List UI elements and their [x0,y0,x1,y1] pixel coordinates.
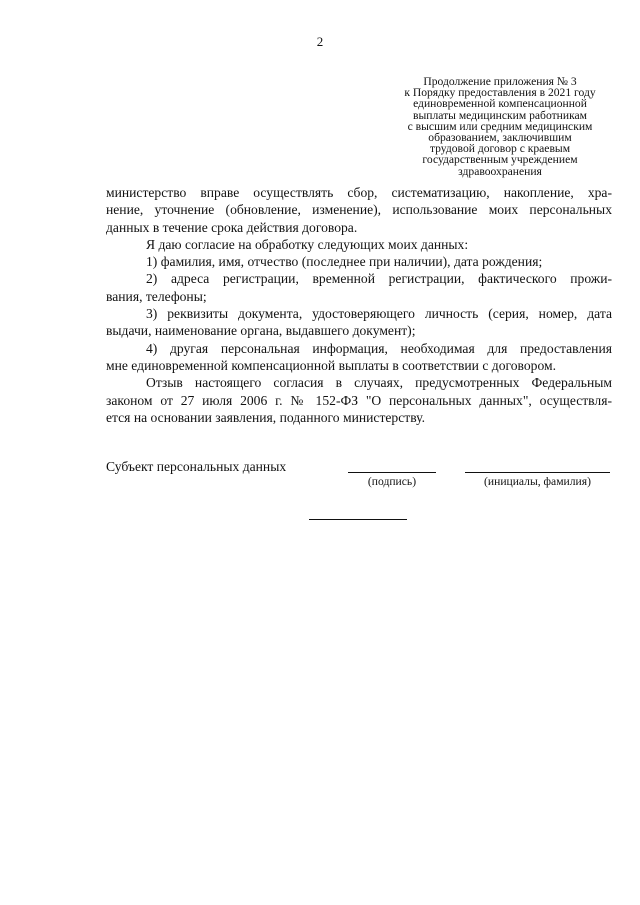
body-line: 2) адреса регистрации, временной регистрации, фактического прожи- [146,271,612,287]
appendix-header-line: трудовой договор с краевым [429,142,571,156]
appendix-header-line: Продолжение приложения № 3 [423,75,577,88]
body-line: мне единовременной компенсационной выплаты в соответствии с договором. [106,357,556,373]
body-line: ется на основании заявления, поданного министерству. [106,409,425,425]
body-line: 3) реквизиты документа, удостоверяющего личность (серия, номер, дата [146,306,612,322]
signature-line [348,472,436,473]
appendix-header-line: единовременной компенсационной [413,97,587,111]
appendix-header-line: образованием, заключившим [428,131,572,145]
appendix-header-line: с высшим или средним медицинским [407,119,593,133]
appendix-header-line: выплаты медицинским работникам [412,108,588,122]
body-line: нение, уточнение (обновление, изменение), использование моих персональных [106,202,612,218]
body-line: Отзыв настоящего согласия в случаях, предусмотренных Федеральным [146,375,612,391]
name-line [465,472,610,473]
appendix-header-line: к Порядку предоставления в 2021 году [404,86,596,100]
consent-body [106,184,612,426]
body-line: министерство вправе осуществлять сбор, систематизацию, накопление, хра- [106,185,612,200]
body-line: данных в течение срока действия договора. [106,219,358,235]
signature-subject-label: Субъект персональных данных [106,459,287,474]
body-line: вания, телефоны; [106,288,207,304]
appendix-header-line: здравоохранения [458,164,542,178]
closing-divider [309,519,407,520]
body-line: законом от 27 июля 2006 г. № 152-ФЗ "О персональных данных", осуществля- [106,392,612,408]
name-caption: (инициалы, фамилия) [484,475,591,488]
signature-caption: (подпись) [367,475,417,488]
appendix-header [378,76,622,177]
body-line: выдачи, наименование органа, выдавшего документ); [106,323,416,339]
appendix-header-line: государственным учреждением [422,153,578,167]
body-line: 1) фамилия, имя, отчество (последнее при наличии), дата рождения; [146,254,543,270]
page-number: 2 [316,34,324,49]
body-line: 4) другая персональная информация, необходимая для предоставления [146,340,612,356]
body-line: Я даю согласие на обработку следующих моих данных: [146,236,469,252]
